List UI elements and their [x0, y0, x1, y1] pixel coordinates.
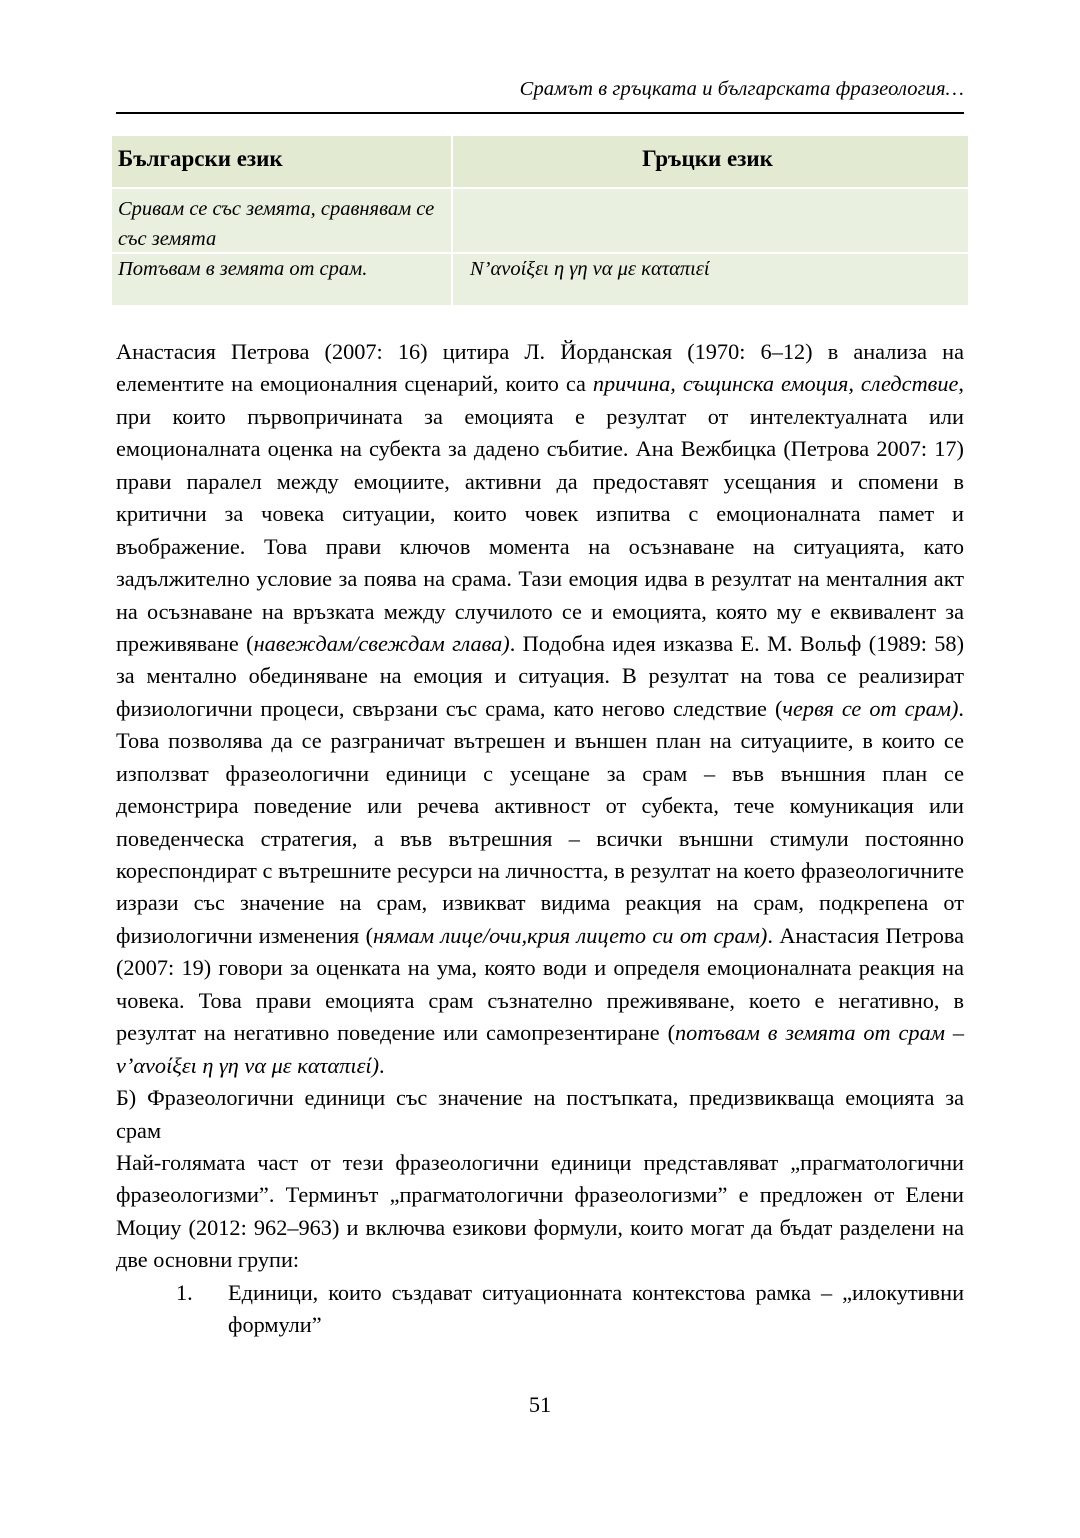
- table-cell-bg-2: Потъвам в земята от срам.: [118, 258, 368, 280]
- para1-part-a: Анастасия Петрова (2007: 16) цитира Л. Йорданская (1970: 6–12) в анализа на елементите на емоционалния сценарий, които са: [116, 339, 964, 397]
- table-header-greek: Гръцки език: [642, 146, 773, 171]
- para1-part-c: . Подобна идея изказва Е. М. Вольф (1989: 58) за ментално обединяване на емоция и ситуация. В резултат на това се реализират физиологични процеси, свързани със срама, като негово следствие (: [116, 630, 964, 721]
- para1-italic-4: нямам лице/очи,крия лицето си от срам): [373, 922, 768, 948]
- list-item: [116, 1277, 964, 1342]
- paragraph-1: [116, 336, 964, 1082]
- list-item-text: Единици, които създават ситуационната контекстова рамка – „илокутивни формули”: [228, 1279, 964, 1338]
- para1-italic-1: причина, същинска емоция, следствие: [592, 371, 959, 397]
- para1-italic-5: потъвам в земята от срам – ν’ανοίξει η γη να με καταπιεί): [116, 1020, 964, 1078]
- para1-part-e: . Анастасия Петрова (2007: 19) говори за оценката на ума, която води и определя емоционалната реакция на човека. Това прави емоцията срам съзнателно преживяване, което е негативно, в резултат на негативно поведение или самопрезентиране (: [116, 922, 964, 1046]
- table-column-divider: [451, 136, 453, 305]
- paragraph-2: Б) Фразеологични единици със значение на постъпката, предизвикваща емоцията за срам: [116, 1085, 964, 1143]
- body-text: [116, 336, 964, 1342]
- para1-part-d: . Това позволява да се разграничат вътрешен и външен план на ситуациите, в които се използват фразеологични единици с усещане за срам – във външния план се демонстрира поведение или речева активност от субекта, тече комуникация или поведенческа стратегия, а във вътрешния – всички външни стимули постоянно кореспондират с вътрешните ресурси на личността, в резултат на което фразеологичните изрази със значение на срам, извикват видима реакция на срам, подкрепена от физиологични изменения (: [116, 695, 964, 948]
- numbered-list: [116, 1277, 964, 1342]
- table-header-bottom-divider: [112, 187, 968, 189]
- para1-italic-3: червя се от срам): [782, 695, 959, 721]
- para1-part-f: .: [379, 1052, 385, 1078]
- para1-italic-2: навеждам/свеждам глава): [253, 630, 510, 656]
- page-number: 51: [528, 1392, 552, 1417]
- paragraph-3: Най-голямата част от тези фразеологични единици представляват „прагматологични фразеологизми”. Терминът „прагматологични фразеологизми” е предложен от Елени Моциу (2012: 962–963) и включва езикови формули, които могат да бъдат разделени на две основни групи:: [116, 1149, 964, 1273]
- table-cell-gr-2: N’ανοίξει η γη να με καταπιεί: [470, 258, 710, 280]
- list-item-number: 1.: [176, 1279, 193, 1305]
- running-head: Срамът в гръцката и българската фразеология…: [519, 78, 964, 100]
- header-rule: [116, 112, 964, 114]
- table-header-bulgarian: Български език: [118, 146, 283, 171]
- table-cell-bg-1: Сривам се със земята, сравнявам се със земята: [118, 198, 435, 250]
- para1-part-b: , при които първопричината за емоцията е резултат от интелектуалната или емоционалната оценка на субекта за дадено събитие. Ана Вежбицка (Петрова 2007: 17) прави паралел между емоциите, активни да предоставят усещания и спомени в критични за човека ситуации, които човек изпитва с емоционалната памет и въображение. Това прави ключов момента на осъзнаване на ситуацията, като задължително условие за поява на срама. Тази емоция идва в резултат на менталния акт на осъзнаване на връзката между случилото се и емоцията, която му е еквивалент за преживяване (: [116, 371, 964, 656]
